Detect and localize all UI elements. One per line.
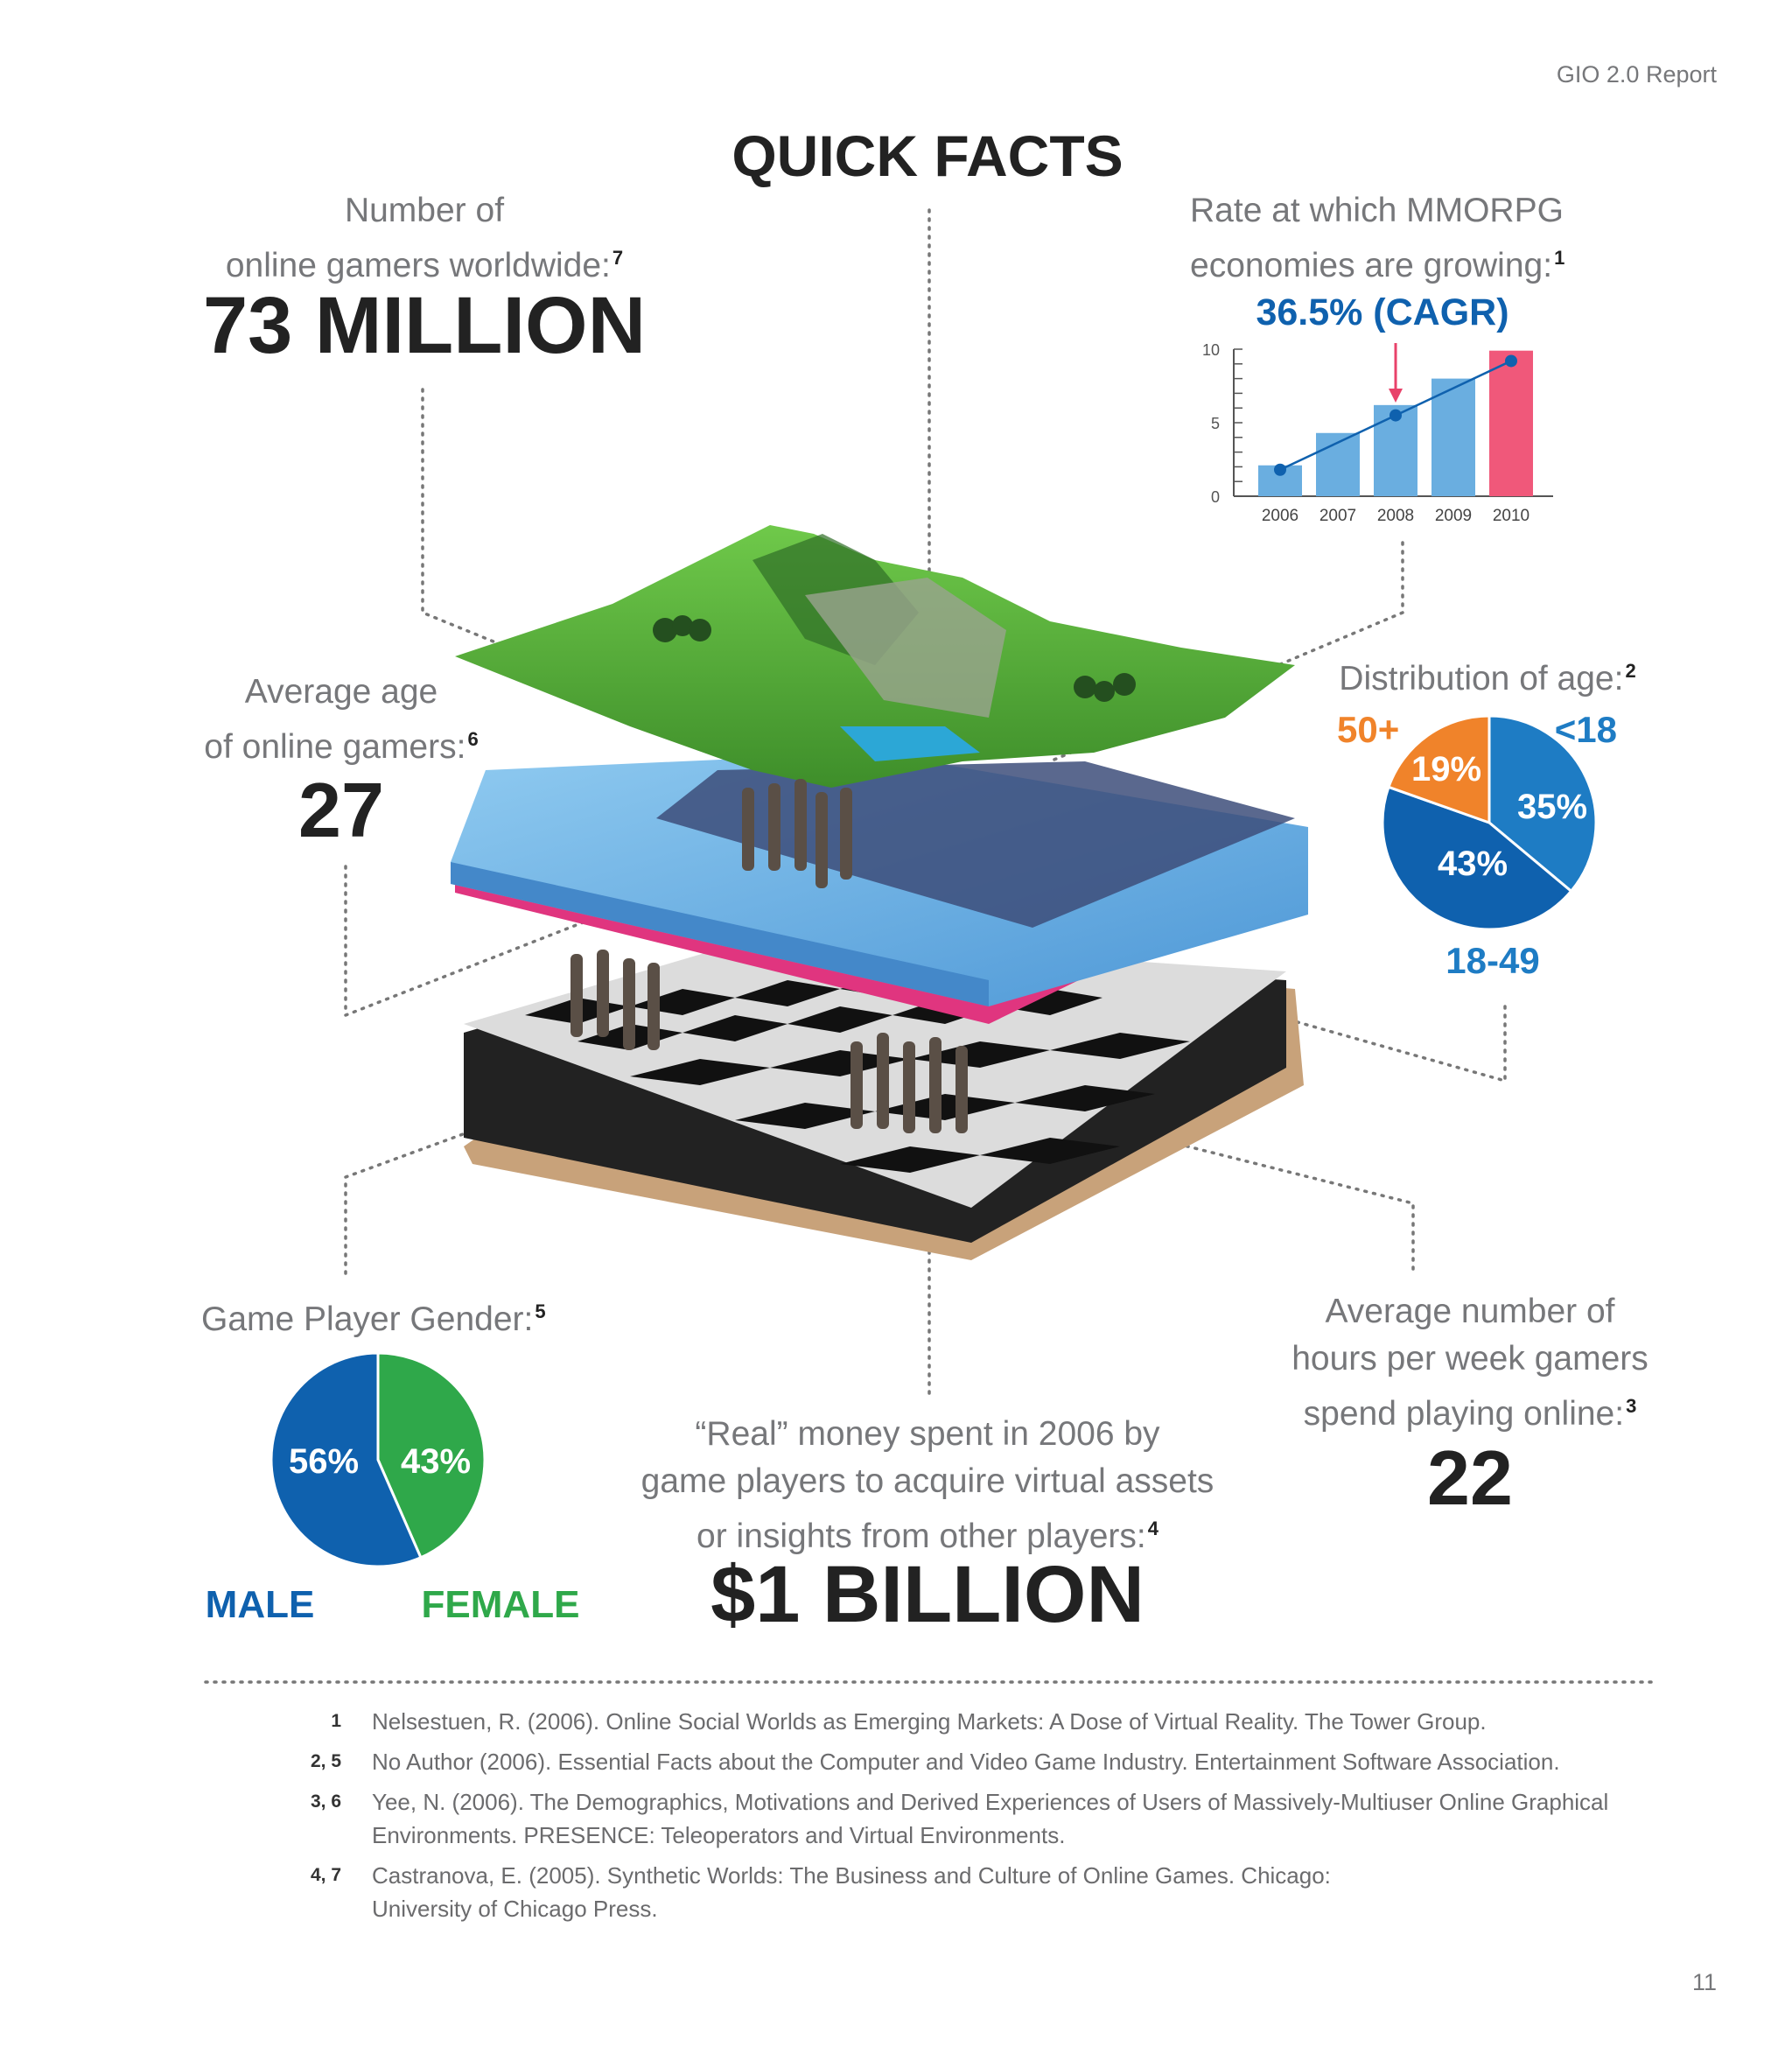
x-tick-label: 2008 [1376, 507, 1415, 525]
pie-percent-label: 43% [400, 1442, 472, 1481]
page-title: QUICK FACTS [732, 123, 1124, 188]
distribution-label: Distribution of age:$^2$ [1339, 660, 1636, 698]
highlight-arrow-head [1389, 389, 1403, 403]
pie-percent-label: 56% [288, 1442, 360, 1481]
gender-pie [206, 1353, 580, 1626]
pie-percent-label: 35% [1516, 788, 1588, 826]
growth-cagr-value: 36.5% (CAGR) [1256, 291, 1509, 333]
reference-item: 3, 6 Yee, N. (2006). The Demographics, Motivations and Derived Experiences of Users of Massively-Multiuser Online Graphical Environments. PRESENCE: Teleoperators and Virtual Environments. [310, 1789, 1609, 1848]
money-value: $1 BILLION [710, 1550, 1144, 1639]
page-number: 11 [1691, 1969, 1717, 1995]
age-label: Average age of online gamers:$^6$ [204, 673, 479, 766]
reference-item: 1 Nelsestuen, R. (2006). Online Social Worlds as Emerging Markets: A Dose of Virtual Reality. The Tower Group. [331, 1708, 1487, 1735]
references-list [298, 1705, 1680, 1932]
terrain-layer [455, 525, 1295, 788]
trend-point [1274, 464, 1286, 476]
age-value: 27 [298, 767, 384, 853]
age-distribution-pie [1337, 709, 1617, 981]
y-tick-label: 0 [1210, 488, 1220, 506]
layered-worlds-illustration [451, 525, 1308, 1260]
growth-label: Rate at which MMORPG economies are growing:$^1$ [1190, 192, 1565, 284]
pie-percent-label: 19% [1410, 750, 1482, 789]
report-name: GIO 2.0 Report [1556, 61, 1717, 88]
pie-category-label: 18-49 [1446, 940, 1540, 981]
reference-item: 4, 7 Castranova, E. (2005). Synthetic Worlds: The Business and Culture of Online Games. Chicago: University of Chicago Press. [310, 1862, 1331, 1922]
x-tick-label: 2010 [1492, 507, 1530, 525]
x-tick-label: 2006 [1261, 507, 1299, 525]
trend-point [1505, 354, 1517, 367]
pie-category-label: <18 [1554, 709, 1617, 750]
y-tick-label: 10 [1201, 341, 1220, 359]
gender-label: Game Player Gender:$^5$ [201, 1300, 546, 1338]
gamers-label: Number of online gamers worldwide:$^7$ [225, 192, 624, 284]
pie-category-label: 50+ [1337, 709, 1400, 750]
pie-percent-label: 43% [1437, 845, 1508, 883]
hours-value: 22 [1427, 1434, 1513, 1521]
pie-category-label: MALE [205, 1583, 315, 1626]
trend-point [1390, 410, 1402, 422]
growth-bar-chart [1202, 341, 1553, 525]
reference-item: 2, 5 No Author (2006). Essential Facts about the Computer and Video Game Industry. Entertainment Software Association. [310, 1749, 1560, 1775]
money-label: “Real” money spent in 2006 by game players to acquire virtual assets or insights from other players:$^4$ [640, 1415, 1214, 1555]
pie-category-label: FEMALE [421, 1583, 580, 1626]
bar-2010 [1489, 351, 1533, 496]
y-tick-label: 5 [1210, 415, 1220, 432]
x-tick-label: 2007 [1319, 507, 1357, 525]
hours-label: Average number of hours per week gamers spend playing online:$^3$ [1292, 1293, 1648, 1433]
x-tick-label: 2009 [1434, 507, 1473, 525]
gamers-value: 73 MILLION [202, 281, 647, 370]
